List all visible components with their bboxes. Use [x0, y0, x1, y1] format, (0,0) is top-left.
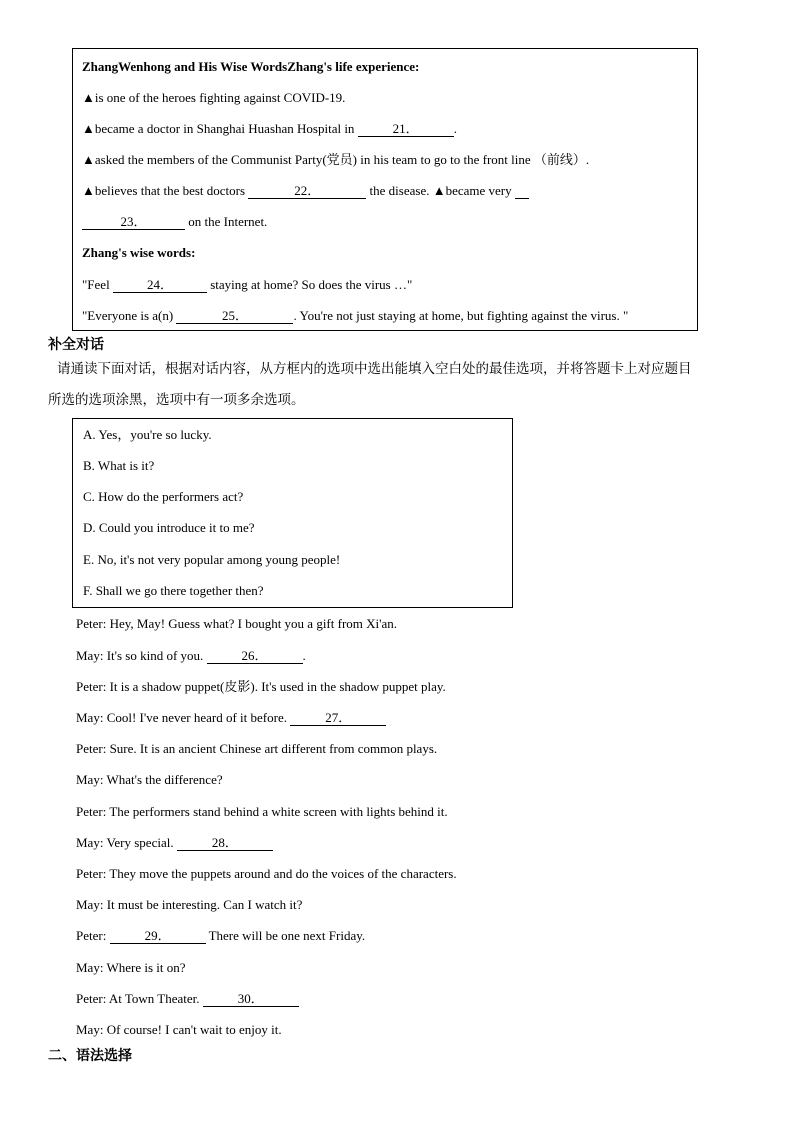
section-heading-grammar: 二、语法选择	[48, 1048, 132, 1064]
option-a: A. Yes，you're so lucky.	[83, 427, 212, 442]
dialogue-line: Peter: Hey, May! Guess what? I bought you a gift from Xi'an.	[76, 616, 398, 631]
wise-words-line-1: "Feel 24． staying at home? So does the virus …"	[82, 277, 413, 292]
blank-29[interactable]: 29．	[110, 929, 206, 944]
wise-words-subtitle: Zhang's wise words:	[82, 245, 196, 260]
blank-28[interactable]: 28．	[177, 836, 273, 851]
option-c: C. How do the performers act?	[83, 489, 244, 504]
experience-line-3: ▲asked the members of the Communist Party(党员) in his team to go to the front line （前线）.	[82, 152, 590, 167]
blank-22[interactable]: 22．	[248, 184, 366, 199]
dialogue-line: Peter: At Town Theater. 30．	[76, 991, 299, 1007]
experience-line-2: ▲became a doctor in Shanghai Huashan Hospital in 21． .	[82, 121, 457, 136]
wise-words-line-2: "Everyone is a(n) 25． . You're not just staying at home, but fighting against the virus. "	[82, 308, 629, 323]
blank-24[interactable]: 24．	[113, 278, 207, 293]
dialogue-line: May: Very special. 28．	[76, 835, 273, 851]
dialogue-line: Peter: They move the puppets around and do the voices of the characters.	[76, 866, 457, 881]
blank-27[interactable]: 27．	[290, 711, 386, 726]
option-d: D. Could you introduce it to me?	[83, 520, 255, 535]
blank-23[interactable]: 23．	[82, 215, 185, 230]
blank-23-start[interactable]	[515, 184, 529, 199]
instruction-line-2: 所选的选项涂黑，选项中有一项多余选项。	[48, 392, 305, 408]
dialogue-line: Peter: 29． There will be one next Friday.	[76, 928, 366, 943]
blank-21[interactable]: 21．	[358, 122, 454, 137]
blank-26[interactable]: 26．	[207, 649, 303, 664]
instruction-line-1: 请通读下面对话，根据对话内容，从方框内的选项中选出能填入空白处的最佳选项，并将答题卡上对应题目	[57, 361, 692, 377]
dialogue-line: May: Where is it on?	[76, 960, 186, 975]
dialogue-line: Peter: It is a shadow puppet(皮影). It's used in the shadow puppet play.	[76, 679, 446, 694]
experience-line-4: ▲believes that the best doctors 22． the disease. ▲became very	[82, 183, 529, 199]
dialogue-line: Peter: The performers stand behind a white screen with lights behind it.	[76, 804, 448, 819]
box-title: ZhangWenhong and His Wise WordsZhang's life experience:	[82, 59, 420, 74]
dialogue-line: May: Cool! I've never heard of it before. 27．	[76, 710, 386, 726]
dialogue-line: May: Of course! I can't wait to enjoy it.	[76, 1022, 282, 1037]
option-f: F. Shall we go there together then?	[83, 583, 264, 598]
dialogue-line: May: What's the difference?	[76, 772, 223, 787]
section-heading-dialogue: 补全对话	[48, 337, 104, 353]
experience-line-1: ▲is one of the heroes fighting against COVID-19.	[82, 90, 346, 105]
options-box	[72, 418, 513, 608]
option-b: B. What is it?	[83, 458, 155, 473]
dialogue-line: Peter: Sure. It is an ancient Chinese art different from common plays.	[76, 741, 438, 756]
dialogue-line: May: It's so kind of you. 26． .	[76, 648, 306, 663]
dialogue-line: May: It must be interesting. Can I watch it?	[76, 897, 303, 912]
experience-line-5: 23． on the Internet.	[82, 214, 267, 230]
blank-25[interactable]: 25．	[176, 309, 293, 324]
blank-30[interactable]: 30．	[203, 992, 299, 1007]
option-e: E. No, it's not very popular among young people!	[83, 552, 341, 567]
